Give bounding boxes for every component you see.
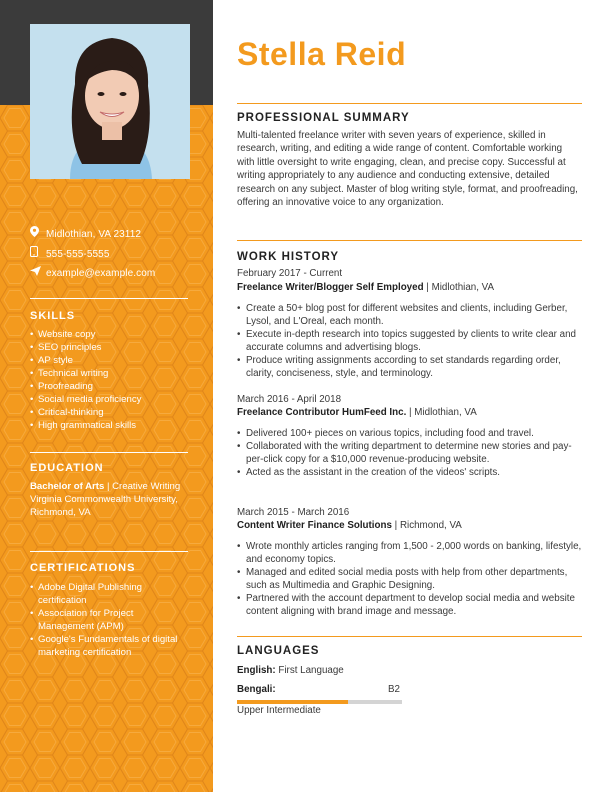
skill-item: • AP style	[30, 354, 141, 367]
school-text: Virginia Commonwealth University, Richmond, VA	[30, 494, 178, 518]
job-bullet: • Wrote monthly articles ranging from 1,500 - 2,000 words on banking, lifestyle, and economy topics.	[237, 540, 582, 566]
languages-heading: LANGUAGES	[237, 645, 320, 657]
job-bullets	[237, 540, 582, 619]
contact-phone	[30, 246, 109, 260]
field-text: Creative Writing	[112, 481, 181, 492]
skills-heading: SKILLS	[30, 310, 76, 322]
send-icon	[30, 266, 42, 279]
certification-item: • Adobe Digital Publishing certification	[30, 581, 190, 607]
job-bullets	[237, 427, 582, 479]
sidebar-divider	[30, 551, 188, 552]
job-title-line: Freelance Contributor HumFeed Inc. | Midlothian, VA	[237, 407, 477, 418]
summary-text: Multi-talented freelance writer with seven years of experience, skilled in research, writing, and editing a wide range of content. Comfortable working with little oversight to write engaging, clean, and precise copy. Successful at writing appropriately to any audience and conducting extensive, detailed research on any subject. Master of blog writing style, format, and proofreading, offering an innovative voice to any organization.	[237, 130, 578, 209]
proficiency-bar	[237, 700, 402, 704]
degree-text: Bachelor of Arts	[30, 481, 105, 492]
section-divider	[237, 636, 582, 637]
email-text: example@example.com	[46, 268, 156, 279]
sidebar-divider	[30, 298, 188, 299]
sidebar-pattern	[0, 105, 213, 792]
job-bullet: • Create a 50+ blog post for different websites and clients, including Gerber, Lysol, and L'Oreal, each month.	[237, 302, 582, 328]
location-text: Midlothian, VA 23112	[46, 229, 142, 240]
certifications-list	[30, 581, 190, 659]
language-label: Bengali:	[237, 684, 276, 695]
job-bullet: • Collaborated with the writing department to determine new stories and pay-per-click copy for a $10,000 revenue-producing website.	[237, 440, 582, 466]
certifications-heading: CERTIFICATIONS	[30, 562, 136, 574]
language-bengali	[237, 684, 276, 695]
job-bullet: • Acted as the assistant in the creation of the videos' scripts.	[237, 466, 582, 479]
section-divider	[237, 240, 582, 241]
language-label: English:	[237, 665, 276, 676]
contact-email	[30, 266, 155, 279]
job-location: Midlothian, VA	[431, 282, 495, 293]
job-dates: February 2017 - Current	[237, 268, 343, 279]
portrait-illustration	[30, 24, 190, 179]
language-english	[237, 665, 344, 676]
skill-item: • Social media proficiency	[30, 393, 141, 406]
job-title: Freelance Contributor HumFeed Inc.	[237, 407, 407, 418]
skill-item: • Technical writing	[30, 367, 141, 380]
language-level: First Language	[278, 665, 344, 676]
skill-item: • Critical-thinking	[30, 406, 141, 419]
job-dates: March 2015 - March 2016	[237, 507, 350, 518]
skill-item: • Proofreading	[30, 380, 141, 393]
skill-item: • High grammatical skills	[30, 419, 141, 432]
job-bullet: • Managed and edited social media posts with help from other departments, such as Multimedia and Graphic Designing.	[237, 566, 582, 592]
job-title-line: Content Writer Finance Solutions | Richmond, VA	[237, 520, 462, 531]
job-bullets	[237, 302, 582, 381]
section-divider	[237, 103, 582, 104]
skills-list	[30, 328, 141, 432]
language-level-text: Upper Intermediate	[237, 705, 321, 716]
job-title: Freelance Writer/Blogger Self Employed	[237, 282, 424, 293]
job-bullet: • Partnered with the account department to develop social media and website content aligning with brand image and message.	[237, 592, 582, 618]
proficiency-bar-fill	[237, 700, 348, 704]
job-title-line: Freelance Writer/Blogger Self Employed | Midlothian, VA	[237, 282, 495, 293]
work-history-heading: WORK HISTORY	[237, 251, 340, 263]
skill-item: • Website copy	[30, 328, 141, 341]
candidate-name: Stella Reid	[237, 36, 407, 72]
certification-item: • Association for Project Management (APM)	[30, 607, 190, 633]
summary-heading: PROFESSIONAL SUMMARY	[237, 112, 410, 124]
phone-icon	[30, 246, 42, 260]
certification-item: • Google's Fundamentals of digital marketing certification	[30, 633, 190, 659]
profile-photo	[30, 24, 190, 179]
phone-text: 555-555-5555	[46, 249, 110, 260]
job-bullet: • Delivered 100+ pieces on various topics, including food and travel.	[237, 427, 582, 440]
education-heading: EDUCATION	[30, 462, 104, 474]
job-location: Richmond, VA	[399, 520, 462, 531]
job-location: Midlothian, VA	[414, 407, 477, 418]
job-title: Content Writer Finance Solutions	[237, 520, 392, 531]
skill-item: • SEO principles	[30, 341, 141, 354]
job-dates: March 2016 - April 2018	[237, 394, 342, 405]
contact-location	[30, 226, 141, 240]
job-bullet: • Produce writing assignments according to set standards regarding order, clarity, conciseness, style, and terminology.	[237, 354, 582, 380]
education-entry: Bachelor of Arts | Creative Writing Virginia Commonwealth University, Richmond, VA	[30, 481, 181, 518]
map-pin-icon	[30, 226, 42, 240]
sidebar-divider	[30, 452, 188, 453]
language-code: B2	[388, 684, 400, 695]
job-bullet: • Execute in-depth research into topics suggested by clients to write clear and accurate columns and advertising blogs.	[237, 328, 582, 354]
